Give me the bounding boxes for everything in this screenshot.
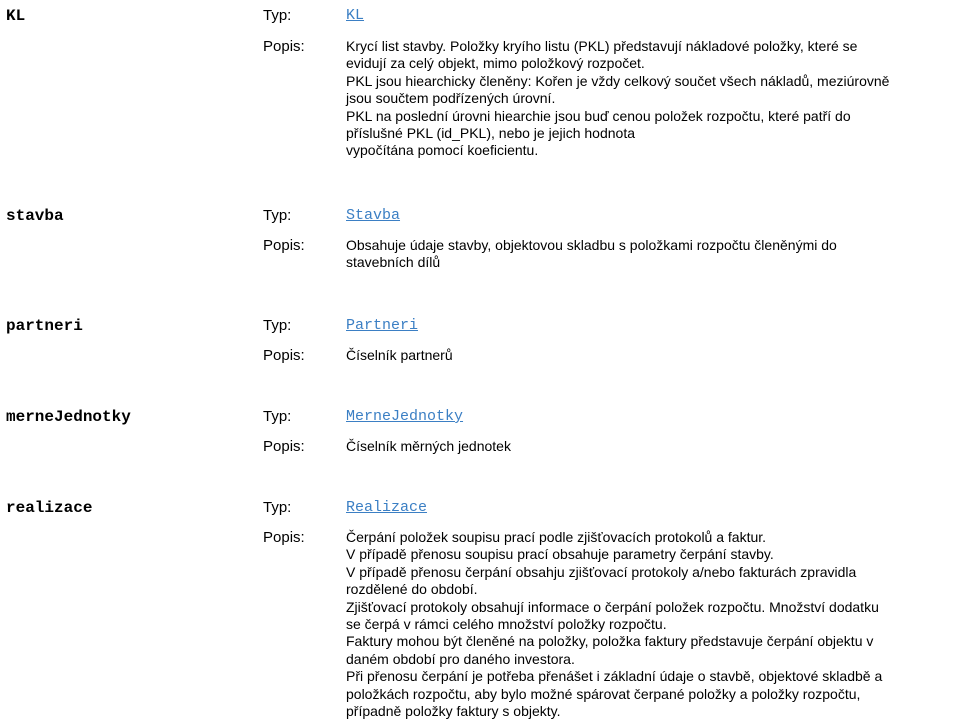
description-line: případně položky faktury s objekty.	[346, 703, 561, 720]
description-line: Při přenosu čerpání je potřeba přenášet i základní údaje o stavbě, objektové skladbě a	[346, 668, 883, 685]
field-name: stavba	[6, 207, 64, 225]
type-label: Typ:	[263, 207, 292, 224]
type-link-mernejednotky[interactable]: MerneJednotky	[346, 408, 464, 425]
field-description	[346, 237, 946, 272]
field-description	[346, 529, 946, 720]
field-description	[346, 347, 946, 364]
description-line: Krycí list stavby. Položky kryího listu (PKL) představují nákladové položky, které se	[346, 38, 858, 54]
description-label: Popis:	[263, 438, 305, 455]
type-link-realizace[interactable]: Realizace	[346, 499, 428, 516]
description-label: Popis:	[263, 237, 305, 254]
description-line: položkách rozpočtu, aby bylo možné spárovat čerpané položky a položky rozpočtu,	[346, 685, 861, 702]
field-description	[346, 38, 946, 160]
type-link-partneri[interactable]: Partneri	[346, 317, 419, 334]
description-line: příslušné PKL (id_PKL), nebo je jejich hodnota	[346, 125, 635, 142]
description-line: se čerpá v rámci celého množství položky rozpočtu.	[346, 616, 667, 633]
type-link-kl[interactable]: KL	[346, 7, 365, 24]
description-line: V případě přenosu čerpání obsahju zjišťovací protokoly a/nebo fakturách zpravidla	[346, 563, 857, 580]
description-line: rozdělené do období.	[346, 581, 478, 598]
description-line: V případě přenosu soupisu prací obsahuje parametry čerpání stavby.	[346, 546, 774, 563]
type-label: Typ:	[263, 7, 292, 24]
description-line: evidují za celý objekt, mimo položkový rozpočet.	[346, 55, 645, 72]
description-line: Zjišťovací protokoly obsahují informace o čerpání položek rozpočtu. Množství dodatku	[346, 598, 879, 615]
description-line: PKL jsou hiearchicky členěny: Kořen je vždy celkový součet všech nákladů, meziúrovně	[346, 72, 890, 89]
description-line: Obsahuje údaje stavby, objektovou skladbu s položkami rozpočtu členěnými do	[346, 237, 837, 253]
type-label: Typ:	[263, 408, 292, 425]
description-line: Číselník partnerů	[346, 347, 453, 363]
description-line: jsou součtem podřízených úrovní.	[346, 90, 556, 107]
type-link-stavba[interactable]: Stavba	[346, 207, 401, 224]
description-line: daném období pro daného investora.	[346, 650, 575, 667]
description-line: Číselník měrných jednotek	[346, 438, 511, 454]
type-label: Typ:	[263, 499, 292, 516]
field-name: partneri	[6, 317, 83, 335]
description-line: Čerpání položek soupisu prací podle zjišťovacích protokolů a faktur.	[346, 529, 767, 545]
field-name: KL	[6, 7, 26, 25]
field-name: realizace	[6, 499, 93, 517]
type-label: Typ:	[263, 317, 292, 334]
description-label: Popis:	[263, 38, 305, 55]
field-description	[346, 438, 946, 455]
description-line: vypočítána pomocí koeficientu.	[346, 142, 539, 159]
description-label: Popis:	[263, 529, 305, 546]
description-label: Popis:	[263, 347, 305, 364]
field-name: merneJednotky	[6, 408, 131, 426]
description-line: Faktury mohou být členěné na položky, položka faktury představuje čerpání objektu v	[346, 633, 874, 650]
description-line: PKL na poslední úrovni hiearchie jsou buď cenou položek rozpočtu, které patří do	[346, 107, 851, 124]
description-line: stavebních dílů	[346, 254, 441, 271]
